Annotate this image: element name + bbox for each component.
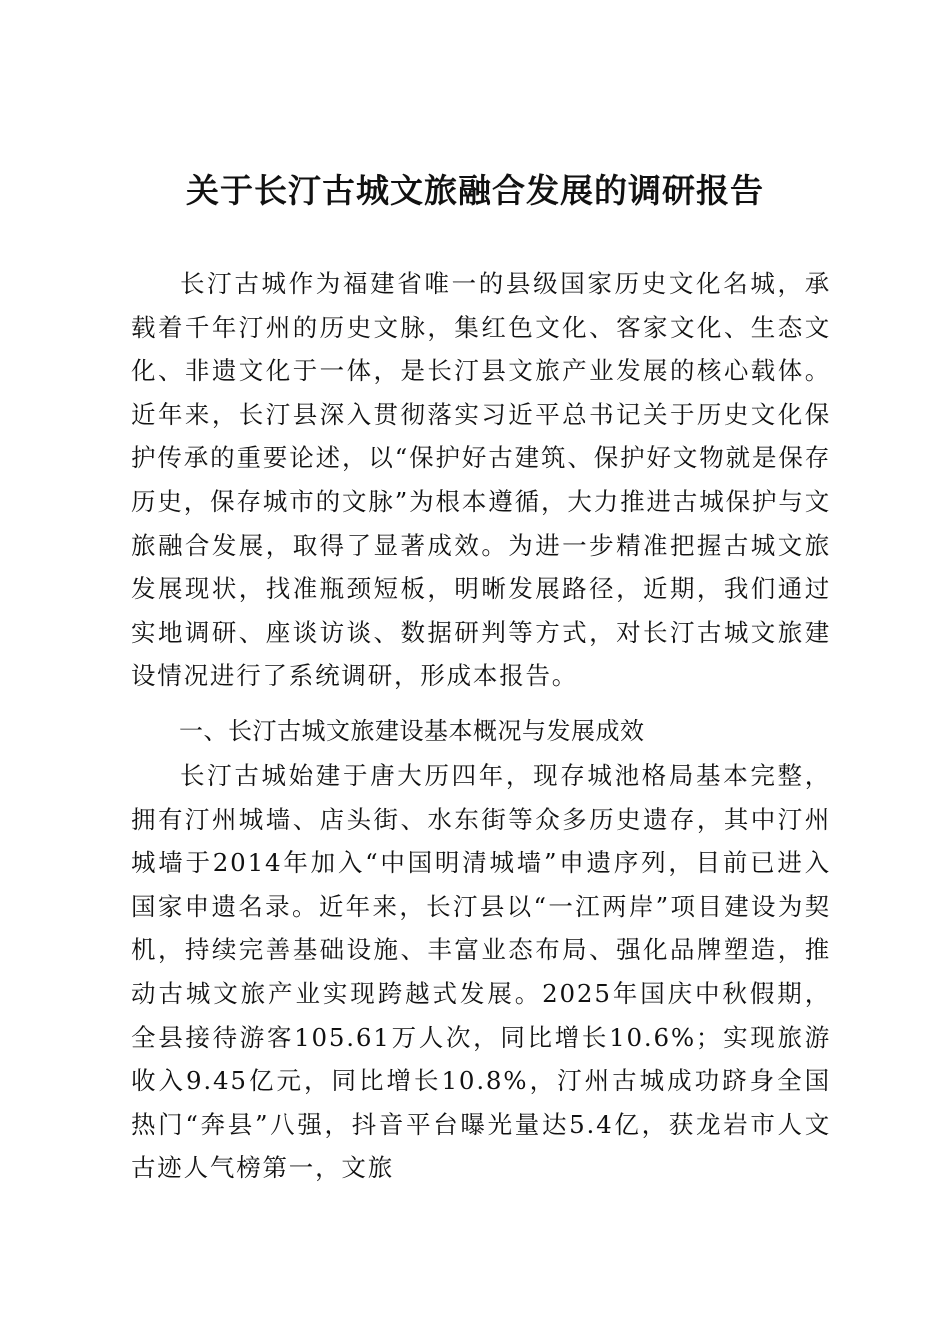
document-title: 关于长汀古城文旅融合发展的调研报告 [186, 171, 764, 210]
section-heading-1: 一、长汀古城文旅建设基本概况与发展成效 [179, 717, 645, 745]
intro-paragraph: 长汀古城作为福建省唯一的县级国家历史文化名城，承载着千年汀州的历史文脉，集红色文化、客家文化、生态文化、非遗文化于一体，是长汀县文旅产业发展的核心载体。近年来，长汀县深入贯彻落实习近平总书记关于历史文化保护传承的重要论述，以“保护好古建筑、保护好文物就是保存历史，保存城市的文脉”为根本遵循，大力推进古城保护与文旅融合发展，取得了显著成效。为进一步精准把握古城文旅发展现状，找准瓶颈短板，明晰发展路径，近期，我们通过实地调研、座谈访谈、数据研判等方式，对长汀古城文旅建设情况进行了系统调研，形成本报告。 [131, 269, 831, 691]
section-1-paragraph: 长汀古城始建于唐大历四年，现存城池格局基本完整，拥有汀州城墙、店头街、水东街等众多历史遗存，其中汀州城墙于2014年加入“中国明清城墙”申遗序列，目前已进入国家申遗名录。近年来，长汀县以“一江两岸”项目建设为契机，持续完善基础设施、丰富业态布局、强化品牌塑造，推动古城文旅产业实现跨越式发展。2025年国庆中秋假期，全县接待游客105.61万人次，同比增长10.6%；实现旅游收入9.45亿元，同比增长10.8%，汀州古城成功跻身全国热门“奔县”八强，抖音平台曝光量达5.4亿，获龙岩市人文古迹人气榜第一，文旅 [131, 761, 831, 1183]
